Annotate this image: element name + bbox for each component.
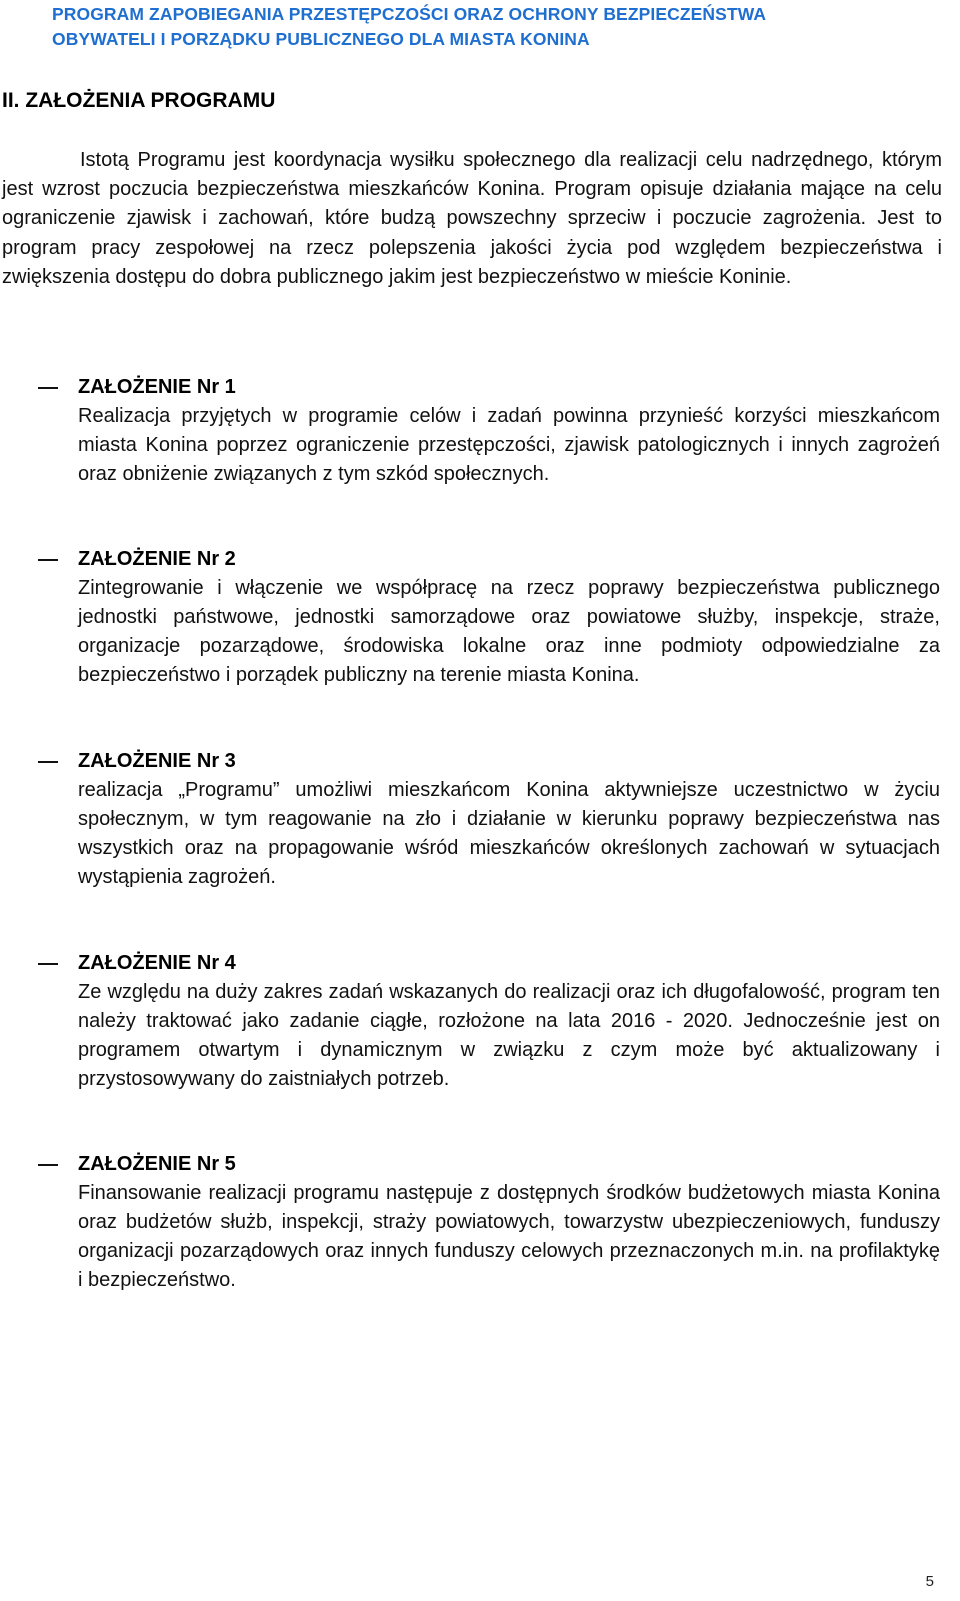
assumption-4-text: Ze względu na duży zakres zadań wskazanych do realizacji oraz ich długofalowość, program ten należy traktować jako zadanie ciągłe, rozłożone na lata 2016 - 2020. Jednocześnie jest on programem otwartym i dynamicznym w związku z czym może być aktualizowany i przystosowywany do zaistniałych potrzeb. — [78, 981, 940, 1090]
assumption-5-text: Finansowanie realizacji programu następuje z dostępnych środków budżetowych miasta Konina oraz budżetów służb, inspekcji, straży powiatowych, towarzystw ubezpieczeniowych, funduszy organizacji pozarządowych oraz innych funduszy celowych przeznaczonych m.in. na profilaktykę i bezpieczeństwo. — [78, 1182, 940, 1291]
intro-paragraph: Istotą Programu jest koordynacja wysiłku społecznego dla realizacji celu nadrzędnego, którym jest wzrost poczucia bezpieczeństwa mieszkańców Konina. Program opisuje działania mające na celu ograniczenie zjawisk i zachowań, które budzą powszechny sprzeciw i poczucie zagrożenia. Jest to program pracy zespołowej na rzecz polepszenia jakości życia pod względem bezpieczeństwa i zwiększenia dostępu do dobra publicznego jakim jest bezpieczeństwo w mieście Koninie. — [2, 149, 942, 288]
assumption-2-text: Zintegrowanie i włączenie we współpracę na rzecz poprawy bezpieczeństwa publicznego jednostki państwowe, jednostki samorządowe oraz powiatowe służby, inspekcje, straże, organizacje pozarządowe, środowiska lokalne oraz inne podmioty odpowiedzialne za bezpieczeństwo i porządek publiczny na terenie miasta Konina. — [78, 577, 940, 686]
assumption-2-title: ZAŁOŻENIE Nr 2 — [78, 548, 236, 570]
dash-bullet — [38, 387, 58, 389]
page-number: 5 — [925, 1573, 934, 1590]
assumption-3-text: realizacja „Programu” umożliwi mieszkańcom Konina aktywniejsze uczestnictwo w życiu społecznym, w tym reagowanie na zło i działanie w kierunku poprawy bezpieczeństwa nas wszystkich oraz na propagowanie wśród mieszkańców określonych zachowań w sytuacjach wystąpienia zagrożeń. — [78, 779, 940, 888]
dash-bullet — [38, 963, 58, 965]
assumption-4-title: ZAŁOŻENIE Nr 4 — [78, 952, 236, 974]
assumption-3-title: ZAŁOŻENIE Nr 3 — [78, 750, 236, 772]
assumption-1-title: ZAŁOŻENIE Nr 1 — [78, 376, 236, 398]
running-header — [52, 2, 932, 52]
dash-bullet — [38, 559, 58, 561]
assumption-5-title: ZAŁOŻENIE Nr 5 — [78, 1153, 236, 1175]
dash-bullet — [38, 761, 58, 763]
section-title: II. ZAŁOŻENIA PROGRAMU — [2, 89, 276, 112]
assumption-1-text: Realizacja przyjętych w programie celów i zadań powinna przynieść korzyści mieszkańcom miasta Konina poprzez ograniczenie przestępczości, zjawisk patologicznych i innych zagrożeń oraz obniżenie związanych z tym szkód społecznych. — [78, 405, 940, 485]
header-line-1: PROGRAM ZAPOBIEGANIA PRZESTĘPCZOŚCI ORAZ OCHRONY BEZPIECZEŃSTWA — [52, 4, 767, 24]
header-line-2: OBYWATELI I PORZĄDKU PUBLICZNEGO DLA MIASTA KONINA — [52, 29, 590, 49]
dash-bullet — [38, 1164, 58, 1166]
